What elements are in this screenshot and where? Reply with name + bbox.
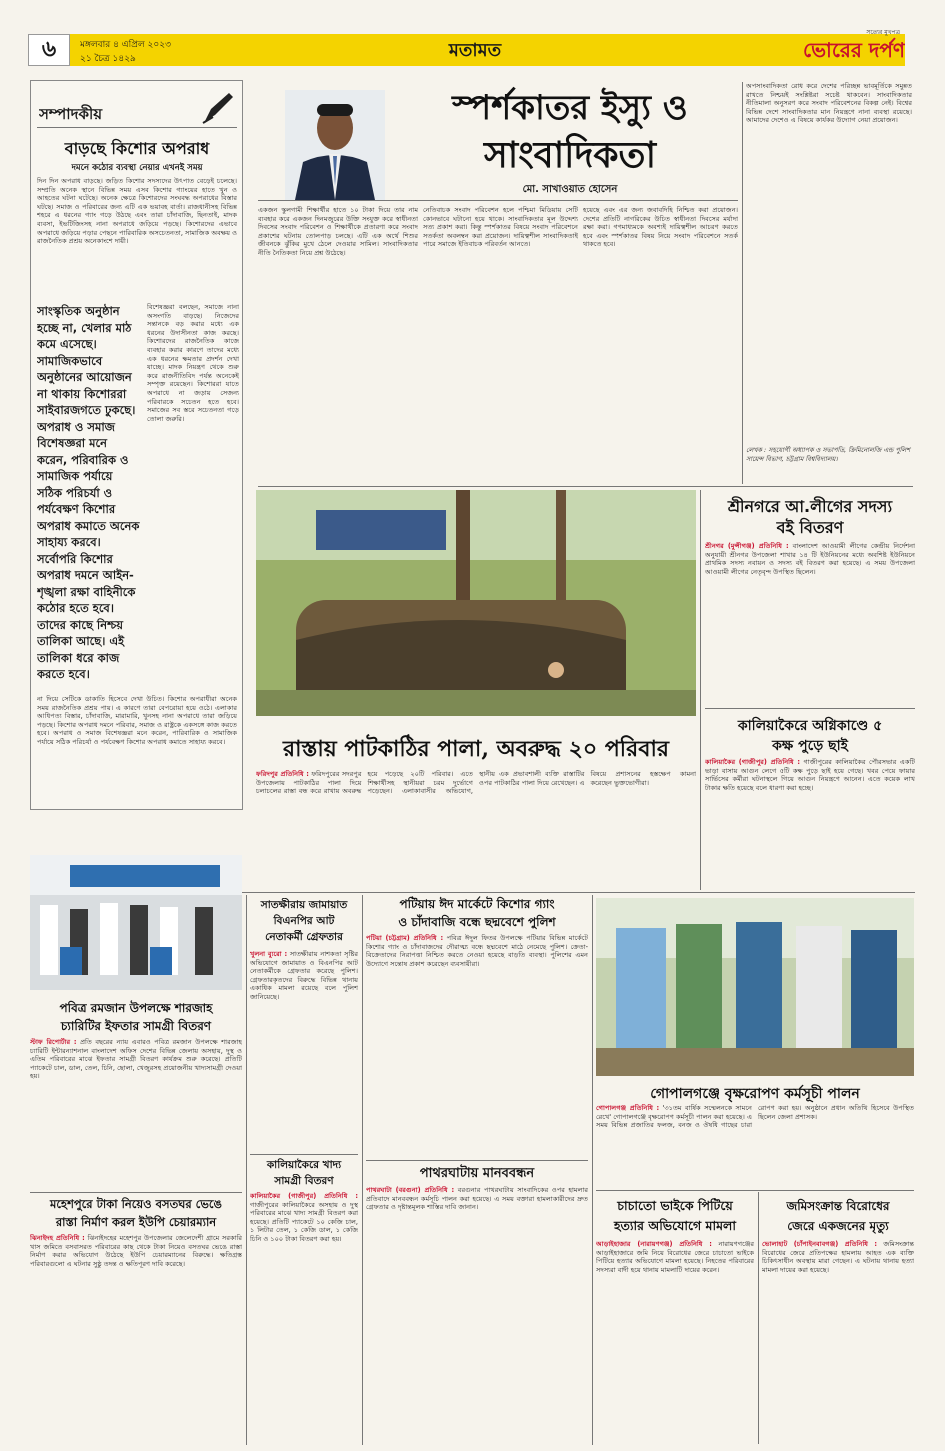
gopalganj-headline: গোপালগঞ্জে বৃক্ষরোপণ কর্মসূচী পালন — [650, 1086, 860, 1102]
op-ed-author-note: লেখক : সহযোগী অধ্যাপক ও সভাপতি, ক্রিমিনোলজি এন্ড পুলিশ সায়েন্স বিভাগ, চট্টগ্রাম বিশ্ববিদ্যালয়। — [746, 446, 911, 463]
patharghata-headline: পাথরঘাটায় মানববন্ধন — [419, 1166, 535, 1181]
op-ed-text-2: নেতিবাচক সংবাদ পরিবেশন হলে পশ্চিমা মিডিয়ায় সেটি কোনভাবে ঘটানো হয়ে থাকে। সাংবাদিকতার মূল উদ্দেশ্য সত্য প্রকাশ করা। কিন্তু স্পর্শকাতর বিষয়ে সংবাদ পরিবেশনে সতর্কতা অবলম্বন করা প্রয়োজন। দায়িত্বশীল সাংবাদিকতাই পারে সমাজে ইতিবাচক পরিবর্তন আনতে। — [423, 206, 578, 249]
satkhira-body: সাতক্ষীরায় নাশকতা সৃষ্টির অভিযোগে জামায়াত ও বিএনপির আট নেতাকর্মীকে গ্রেফতার করেছে পুলিশ। গ্রেফতারকৃতদের বিরুদ্ধে বিভিন্ন থানায় একাধিক মামলা রয়েছে বলে পুলিশ জানিয়েছে। — [250, 950, 358, 1001]
kaliakair-fire-body: গাজীপুরের কালিয়াকৈর পৌরসভার একটি ভাড়া বাসায় আগুন লেগে ৫টি কক্ষ পুড়ে ছাই হয়ে গেছে। খবর পেয়ে ফায়ার সার্ভিসের কর্মীরা ঘটনাস্থলে গিয়ে আগুন নিয়ন্ত্রণে আনেন। এতে কয়েক লাখ টাকার ক্ষতি হয়েছে বলে ধারণা করা হচ্ছে। — [705, 758, 915, 792]
satkhira-headline-2: বিএনপির আট — [273, 915, 335, 927]
patharghata-text — [366, 1186, 588, 1442]
editorial-text-1: দিন দিন অপরাধ বাড়ছে। জড়িত কিশোর সদস্যদের উৎপাত বেড়েই চলেছে। সম্প্রতি অনেক স্থানে বিভিন্ন সময় এসব কিশোর গ্যাংয়ের হাতে খুন ও আহতের ঘটনা ঘটেছে। অনেক ক্ষেত্রে কিশোরদের সংঘবদ্ধ অপরাধের বিস্তার ঘটছে। সমাজ ও পরিবারের জন্য এটি এক ভয়াবহ বার্তা। রাজধানীসহ বিভিন্ন শহরে এ ধরনের গ্যাং গড়ে উঠছে এবং তারা চাঁদাবাজি, ছিনতাই, মাদক ব্যবসা, ইভটিজিংসহ নানা অপরাধে জড়িয়ে পড়ছে। কিশোরদের এভাবে অপরাধে জড়িয়ে পড়ার পেছনে পারিবারিক অসচেতনতা, সামাজিক অবক্ষয় ও রাজনৈতিক প্রশ্রয় অনেকাংশে দায়ী। — [37, 177, 237, 246]
gopalganj-photo — [596, 898, 914, 1076]
maheshpur-body: ঝিনাইদহের মহেশপুর উপজেলার জেলেদেশী গ্রামে সরকারি খাস জমিতে বসবাসরত পরিবারের কাছ থেকে টাকা নিয়েও বসতঘর ভেঙে রাস্তা নির্মাণ করার অভিযোগ উঠেছে ইউপি চেয়ারম্যানের বিরুদ্ধে। ক্ষতিগ্রস্ত পরিবারগুলো এ ঘটনার সুষ্ঠু তদন্ত ও ক্ষতিপূরণ দাবি করেছে। — [30, 1234, 242, 1268]
iftar-headline-2: চ্যারিটির ইফতার সামগ্রী বিতরণ — [60, 1019, 212, 1033]
op-ed-headline-1: স্পর্শকাতর ইস্যু ও — [452, 88, 688, 128]
editorial-pull-quote: সাংস্কৃতিক অনুষ্ঠান হচ্ছে না, খেলার মাঠ কমে এসেছে। সামাজিকভাবে অনুষ্ঠানের আয়োজন না থাকায় কিশোররা সাইবারজগতে ঢুকছে। অপরাধ ও সমাজ বিশেষজ্ঞরা মনে করেন, পরিবারিক ও সামাজিক পর্যায়ে সঠিক পরিচর্যা ও পর্যবেক্ষণ কিশোর অপরাধ কমাতে অনেক সাহায্য করবে। সর্বোপরি কিশোর অপরাধ দমনে আইন-শৃঙ্খলা রক্ষা বাহিনীকে কঠোর হতে হবে। তাদের কাছে নিশ্চয় তালিকা আছে। এই তালিকা ধরে কাজ করতে হবে। — [37, 304, 140, 681]
section-title: মতামত — [448, 40, 502, 61]
satkhira-headline-3: নেতাকর্মী গ্রেফতার — [265, 931, 343, 943]
op-ed-text-1: একজন স্কুলগামী শিক্ষার্থীর হাতে ১০ টাকা দিয়ে তার নাম ব্যবহার করে একজন দিনমজুরের উক্তি সংযুক্ত করে স্বাধীনতা দিবসের সংবাদ পরিবেশন ও শিক্ষার্থীকে প্রতারণা করে সংবাদ প্রকাশের ঘটনায় তোলপাড় চলছে। এটি এক অর্থে শিশুর জীবনকে ঝুঁকির মুখে ঠেলে দেওয়ার সামিল। সাংবাদিকতার নীতি নৈতিকতা নিয়ে প্রশ্ন উঠেছে। — [258, 206, 418, 257]
sreenagar-dateline: শ্রীনগর (মুন্সীগঞ্জ) প্রতিনিধি : — [705, 542, 789, 550]
date-line-2: ২১ চৈত্র ১৪২৯ — [80, 54, 136, 64]
patiya-headline-1: পটিয়ায় ঈদ মার্কেটে কিশোর গ্যাং — [399, 897, 555, 911]
kaliakair-food-body: গাজীপুরের কালিয়াকৈরে অসহায় ও দুস্থ পরিবারের মাঝে খাদ্য সামগ্রী বিতরণ করা হয়েছে। প্রতিটি প্যাকেটে ১০ কেজি চাল, ১ লিটার তেল, ১ কেজি ডাল, ১ কেজি চিনি ও ১০০ টাকা বিতরণ করা হয়। — [250, 1200, 358, 1243]
patkathi-photo — [256, 490, 696, 716]
patiya-body: পবিত্র ঈদুল ফিতর উপলক্ষে পটিয়ার বিভিন্ন মার্কেটে কিশোর গ্যাং ও চাঁদাবাজদের দৌরাত্ম্য বন্ধে ছদ্মবেশে মাঠে নেমেছে পুলিশ। ক্রেতা-বিক্রেতাদের নিরাপত্তা নিশ্চিত করতে নেওয়া হয়েছে বাড়তি ব্যবস্থা। পুলিশের এমন উদ্যোগে সন্তোষ প্রকাশ করেছেন ব্যবসায়ীরা। — [366, 934, 588, 968]
maheshpur-headline-2: রাস্তা নির্মাণ করল ইউপি চেয়ারম্যান — [55, 1215, 217, 1229]
editorial-text-3: না দিয়ে সেটিকে ডাকাতি হিসেবে দেখা উচিত। কিশোর অপরাধীরা অনেক সময় রাজনৈতিক প্রশ্রয় পায়। এ কারণে তারা বেপরোয়া হয়ে ওঠে। এলাকার আধিপত্য বিস্তার, চাঁদাবাজি, মারামারি, খুনসহ নানা অপরাধে তারা জড়িয়ে পড়ছে। কিশোর অপরাধ দমনে পরিবার, সমাজ ও রাষ্ট্রকে একসঙ্গে কাজ করতে হবে। অপরাধ ও সমাজ বিশেষজ্ঞরা মনে করেন, পারিবারিক ও সামাজিক পর্যায়ে সঠিক পরিচর্যা ও পর্যবেক্ষণ কিশোর অপরাধ কমাতে সাহায্য করবে। — [37, 695, 237, 746]
patkathi-headline: রাস্তায় পাটকাঠির পালা, অবরুদ্ধ ২০ পরিবার — [283, 736, 669, 762]
brand-logo: ভোরের দর্পণ — [803, 38, 905, 62]
satkhira-headline-1: সাতক্ষীরায় জামায়াত — [260, 899, 348, 911]
jomi-text — [762, 1240, 914, 1444]
iftar-photo — [30, 855, 242, 990]
patkathi-body: ফরিদপুরের সদরপুর উপজেলায় পাটকাঠির পালা দিয়ে চলাচলের রাস্তা বন্ধ করে রাখায় অবরুদ্ধ হয়ে পড়েছে ২০টি পরিবার। এতে শিক্ষার্থীসহ স্থানীয়রা চরম দুর্ভোগে পড়েছেন। এলাকাবাসীর অভিযোগ, স্থানীয় এক প্রভাবশালী ব্যক্তি রাস্তাটির ওপর পাটকাঠির পালা দিয়ে রেখেছেন। এ বিষয়ে প্রশাসনের হস্তক্ষেপ কামনা করেছেন ভুক্তভোগীরা। — [256, 770, 696, 796]
iftar-body: প্রতি বছরের ন্যায় এবারও পবিত্র রমজান উপলক্ষে শারজাহ চ্যারিটি ইন্টারন্যাশনাল বাংলাদেশ অফিস দেশের বিভিন্ন জেলায় অসহায়, দুস্থ ও এতিম পরিবারের মাঝে ইফতার সামগ্রী বিতরণ কার্যক্রম শুরু করেছে। প্রতিটি প্যাকেটে চাল, ডাল, তেল, চিনি, ছোলা, খেজুরসহ প্রয়োজনীয় খাদ্যসামগ্রী দেওয়া হয়। — [30, 1038, 242, 1081]
op-ed-headline-2: সাংবাদিকতা — [483, 134, 657, 176]
author-photo — [285, 90, 385, 200]
satkhira-text — [250, 950, 358, 1150]
kaliakair-fire-text — [705, 758, 915, 888]
sreenagar-text — [705, 542, 915, 704]
maheshpur-text — [30, 1234, 242, 1444]
page-number-box — [28, 34, 70, 66]
jomi-dateline: ভোলাহাট (চাঁপাইনবাবগঞ্জ) প্রতিনিধি : — [762, 1240, 878, 1248]
sreenagar-headline-1: শ্রীনগরে আ.লীগের সদস্য — [727, 497, 893, 516]
editorial-headline: বাড়ছে কিশোর অপরাধ — [64, 139, 210, 158]
kaliakair-fire-headline-1: কালিয়াকৈরে অগ্নিকাণ্ডে ৫ — [737, 718, 883, 734]
kaliakair-fire-headline-2: কক্ষ পুড়ে ছাই — [772, 738, 848, 754]
chachato-headline-1: চাচাতো ভাইকে পিটিয়ে — [617, 1198, 733, 1213]
kaliakair-food-text — [250, 1192, 358, 1442]
jomi-body: জমিসংক্রান্ত বিরোধের জেরে প্রতিপক্ষের হামলায় আহত এক ব্যক্তি চিকিৎসাধীন অবস্থায় মারা গেছেন। এ ঘটনায় থানায় হত্যা মামলা দায়ের করা হয়েছে। — [762, 1240, 914, 1274]
editorial-label: সম্পাদকীয় — [39, 105, 103, 123]
page-number: ৬ — [41, 37, 57, 62]
editorial-box — [30, 80, 243, 810]
kaliakair-food-headline-2: সামগ্রী বিতরণ — [274, 1175, 334, 1187]
brand-tagline: সত্যের মুখপত্র — [866, 29, 900, 36]
sreenagar-body: বাংলাদেশ আওয়ামী লীগের কেন্দ্রীয় নির্দেশনা অনুযায়ী শ্রীনগর উপজেলা শাখার ১৪ টি ইউনিয়নের মধ্যে অবশিষ্ট ইউনিয়নে প্রাথমিক সদস্য নবায়ন ও সদস্য বই বিতরণ করা হয়েছে। এ সময় উপজেলা আওয়ামী লীগের নেতৃবৃন্দ উপস্থিত ছিলেন। — [705, 542, 915, 576]
kaliakair-food-headline-1: কালিয়াকৈরে খাদ্য — [266, 1159, 342, 1171]
chachato-body: নারায়ণগঞ্জের আড়াইহাজারে জমি নিয়ে বিরোধের জেরে চাচাতো ভাইকে পিটিয়ে হত্যার অভিযোগে মামলা হয়েছে। নিহতের পরিবারের সদস্যরা বাদী হয়ে থানায় মামলাটি দায়ের করেন। — [596, 1240, 754, 1274]
kaliakair-fire-dateline: কালিয়াকৈর (গাজীপুর) প্রতিনিধি : — [705, 758, 801, 766]
chachato-text — [596, 1240, 754, 1444]
kaliakair-food-dateline: কালিয়াকৈর (গাজীপুর) প্রতিনিধি : — [250, 1192, 358, 1200]
jomi-headline-1: জমিসংক্রান্ত বিরোধের — [786, 1199, 890, 1213]
patkathi-dateline: ফরিদপুর প্রতিনিধি : — [256, 770, 309, 778]
gopalganj-text — [596, 1104, 914, 1188]
gopalganj-dateline: গোপালগঞ্জ প্রতিনিধি : — [596, 1104, 660, 1112]
chachato-dateline: আড়াইহাজার (নারায়ণগঞ্জ) প্রতিনিধি : — [596, 1240, 712, 1248]
editorial-subhead: দমনে কঠোর ব্যবস্থা নেয়ার এখনই সময় — [71, 163, 203, 173]
masthead — [0, 0, 945, 72]
iftar-dateline: স্টাফ রিপোর্টার : — [30, 1038, 77, 1046]
patiya-headline-2: ও চাঁদাবাজি বন্ধে ছদ্মবেশে পুলিশ — [398, 915, 556, 929]
editorial-text-2: বিশেষজ্ঞরা বলছেন, সমাজে নানা অসংগতি বাড়ছে। নিজেদের সন্তানকে বড় করার মধ্যে এক ধরনের উদাসীনতা কাজ করছে। কিশোরদের রাজনৈতিক কাজে ব্যবহার করার কারণে তাদের মধ্যে এক ধরনের ক্ষমতার প্রদর্শন দেখা যাচ্ছে। মাদক নিয়ন্ত্রণ থেকে শুরু করে রাজনীতিবিদ পর্যন্ত অনেকেই সম্পৃক্ত রয়েছেন। কিশোররা যাতে অপরাধে না জড়ায় সেজন্য পরিবারকে সচেতন হতে হবে। সমাজের সব স্তরে সচেতনতা গড়ে তোলা জরুরি। — [147, 303, 239, 423]
op-ed-text-3: হয়েছে এবং এর জন্য জবাবদিহি নিশ্চিত করা প্রয়োজন। দেশের প্রতিটি নাগরিকের উচিত স্বাধীনতা দিবসের মর্যাদা রক্ষা করা। গণমাধ্যমকে অবশ্যই দায়িত্বশীল আচরণ করতে হবে এবং স্পর্শকাতর বিষয় নিয়ে সংবাদ পরিবেশনে সতর্ক থাকতে হবে। — [583, 206, 738, 249]
patiya-text — [366, 934, 588, 1158]
date-line-1: মঙ্গলবার ৪ এপ্রিল ২০২৩ — [80, 40, 171, 50]
patkathi-text — [256, 770, 696, 890]
op-ed-text-4: অপসাংবাদিকতা রোধ করে দেশের পরিচ্ছন্ন ভাবমূর্তিকে সমুন্নত রাখতে নিশ্চয়ই সংশ্লিষ্টরা সচেষ্ট থাকবেন। সাংবাদিকতার নীতিমালা অনুসরণ করে সংবাদ পরিবেশনের বিকল্প নেই। বিশ্বের বিভিন্ন দেশে সাংবাদিকতার মান নিয়ন্ত্রণে নানা ব্যবস্থা রয়েছে। আমাদের দেশেও এ বিষয়ে কার্যকর উদ্যোগ নেয়া প্রয়োজন। — [746, 82, 912, 125]
iftar-headline-1: পবিত্র রমজান উপলক্ষে শারজাহ — [59, 1001, 213, 1015]
patharghata-dateline: পাথরঘাটা (বরগুনা) প্রতিনিধি : — [366, 1186, 455, 1194]
chachato-headline-2: হত্যার অভিযোগে মামলা — [613, 1218, 736, 1233]
patiya-dateline: পটিয়া (চট্টগ্রাম) প্রতিনিধি : — [366, 934, 444, 942]
pen-icon — [201, 89, 237, 125]
iftar-text — [30, 1038, 242, 1188]
maheshpur-dateline: ঝিনাইদহ প্রতিনিধি : — [30, 1234, 85, 1242]
sreenagar-headline-2: বই বিতরণ — [776, 518, 844, 537]
op-ed-byline: মো. সাখাওয়াত হোসেন — [522, 184, 618, 195]
satkhira-dateline: খুলনা ব্যুরো : — [250, 950, 288, 958]
patharghata-body: বরগুনার পাথরঘাটায় সাংবাদিকের ওপর হামলার প্রতিবাদে মানববন্ধন কর্মসূচি পালন করা হয়েছে। এ সময় বক্তারা হামলাকারীদের দ্রুত গ্রেফতার ও দৃষ্টান্তমূলক শাস্তির দাবি জানান। — [366, 1186, 588, 1212]
jomi-headline-2: জেরে একজনের মৃত্যু — [787, 1219, 889, 1233]
maheshpur-headline-1: মহেশপুরে টাকা নিয়েও বসতঘর ভেঙে — [50, 1197, 222, 1211]
gopalganj-body: '৩১তম বার্ষিক সম্মেলনকে সামনে রেখে' গোপালগঞ্জে বৃক্ষরোপণ কর্মসূচী পালন করা হয়েছে। এ সময় বিভিন্ন প্রজাতির ফলজ, বনজ ও ঔষধি গাছের চারা রোপণ করা হয়। অনুষ্ঠানে প্রধান অতিথি হিসেবে উপস্থিত ছিলেন জেলা প্রশাসক। — [596, 1104, 914, 1130]
